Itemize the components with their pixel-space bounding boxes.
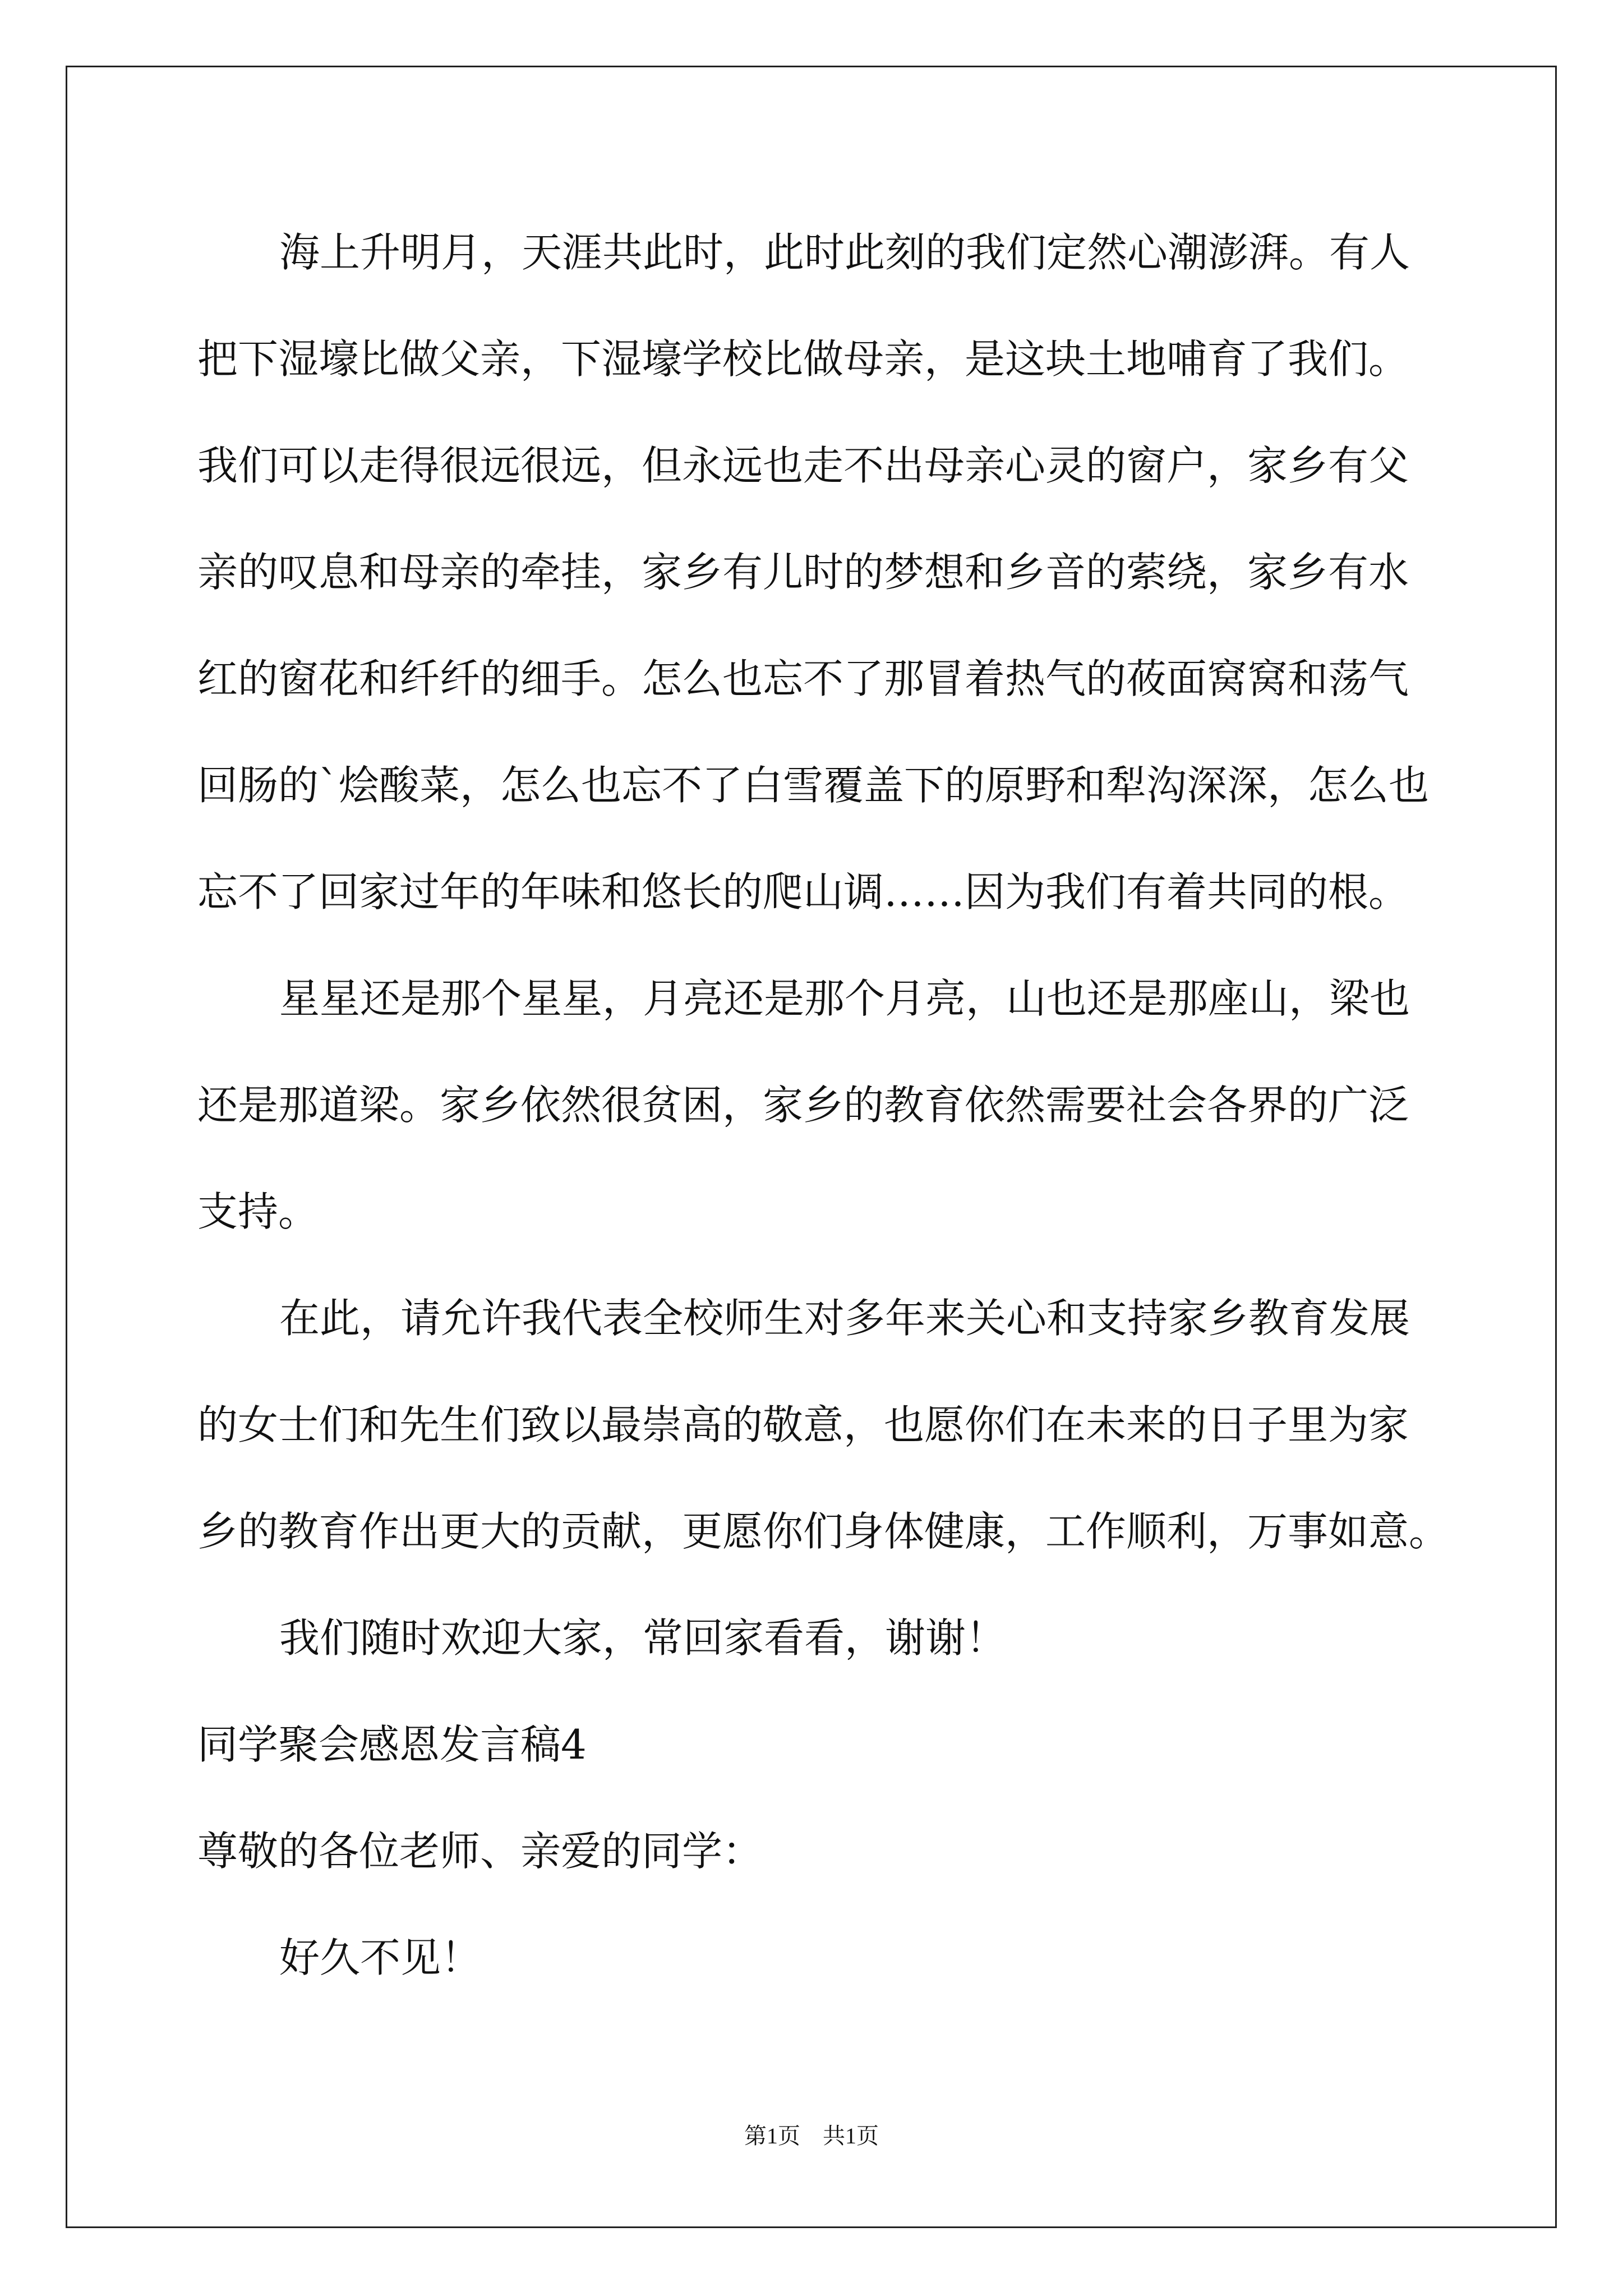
paragraph-line: 乡的教育作出更大的贡献，更愿你们身体健康，工作顺利，万事如意。: [197, 1508, 1450, 1555]
paragraph-line: 我们可以走得很远很远，但永远也走不出母亲心灵的窗户，家乡有父: [197, 442, 1409, 489]
paragraph-line: 回肠的`烩酸菜，怎么也忘不了白雪覆盖下的原野和犁沟深深，怎么也: [197, 762, 1430, 809]
paragraph-line: 海上升明月，天涯共此时，此时此刻的我们定然心潮澎湃。有人: [279, 229, 1410, 276]
paragraph-line: 红的窗花和纤纤的细手。怎么也忘不了那冒着热气的莜面窝窝和荡气: [197, 655, 1409, 702]
greeting: 好久不见！: [279, 1934, 482, 1981]
paragraph-line: 还是那道梁。家乡依然很贫困，家乡的教育依然需要社会各界的广泛: [197, 1082, 1409, 1129]
paragraph-line: 的女士们和先生们致以最崇高的敬意，也愿你们在未来的日子里为家: [197, 1401, 1409, 1448]
paragraph-line: 我们随时欢迎大家，常回家看看，谢谢！: [279, 1614, 1007, 1662]
paragraph: [197, 1585, 1532, 1691]
paragraph: [197, 199, 1532, 945]
paragraph-line: 把下湿壕比做父亲，下湿壕学校比做母亲，是这块土地哺育了我们。: [197, 335, 1409, 383]
section-heading: 同学聚会感恩发言稿4: [197, 1721, 587, 1768]
paragraph: [197, 1265, 1532, 1585]
paragraph-line: 在此，请允许我代表全校师生对多年来关心和支持家乡教育发展: [279, 1295, 1410, 1342]
paragraph-line: 星星还是那个星星，月亮还是那个月亮，山也还是那座山，梁也: [279, 975, 1410, 1022]
paragraph-line: 亲的叹息和母亲的牵挂，家乡有儿时的梦想和乡音的萦绕，家乡有水: [197, 549, 1409, 596]
salutation: 尊敬的各位老师、亲爱的同学：: [197, 1828, 763, 1875]
paragraph-line: 支持。: [197, 1188, 319, 1235]
document-body: [197, 199, 1532, 2011]
page-number-footer: 第1页 共1页: [744, 2123, 879, 2148]
paragraph-line: 忘不了回家过年的年味和悠长的爬山调……因为我们有着共同的根。: [197, 868, 1409, 915]
paragraph: [197, 945, 1532, 1265]
